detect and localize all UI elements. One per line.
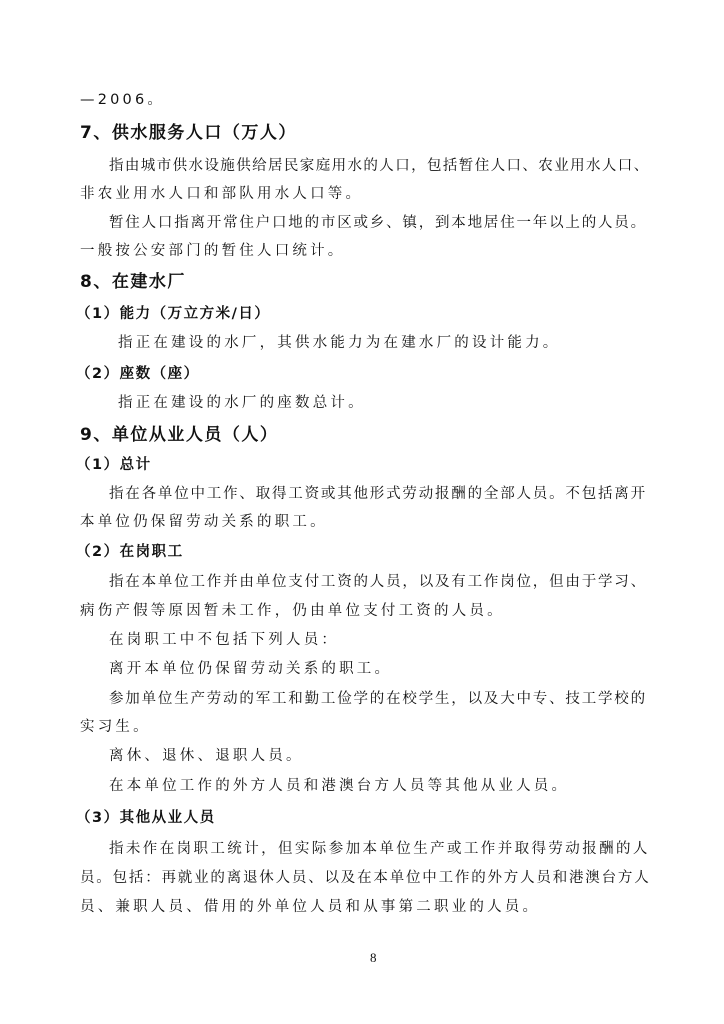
text-line: 一般按公安部门的暂住人口统计。 <box>80 243 346 259</box>
text-line: 离休、退休、退职人员。 <box>109 748 304 764</box>
section-heading: 8、在建水厂 <box>80 272 186 292</box>
text-line: 在岗职工中不包括下列人员： <box>109 632 340 648</box>
subsection-heading: （1）能力（万立方米/日） <box>76 306 271 322</box>
text-line: 员、兼职人员、借用的外单位人员和从事第二职业的人员。 <box>80 899 541 915</box>
subsection-heading: （3）其他从业人员 <box>76 810 216 826</box>
text-line: 在本单位工作的外方人员和港澳台方人员等其他从业人员。 <box>109 778 570 794</box>
text-line: 指在本单位工作并由单位支付工资的人员，以及有工作岗位，但由于学习、 <box>109 574 647 590</box>
text-line: 员。包括：再就业的离退休人员、以及在本单位中工作的外方人员和港澳台方人 <box>80 870 651 886</box>
subsection-heading: （2）在岗职工 <box>76 544 184 560</box>
text-line: 病伤产假等原因暂未工作，仍由单位支付工资的人员。 <box>80 603 505 619</box>
text-line: 指正在建设的水厂的座数总计。 <box>118 395 366 411</box>
section-heading: 7、供水服务人口（万人） <box>80 123 297 143</box>
text-line: 本单位仍保留劳动关系的职工。 <box>80 514 328 530</box>
text-line: —2006。 <box>80 92 166 108</box>
page-number: 8 <box>370 950 377 965</box>
text-line: 指正在建设的水厂，其供水能力为在建水厂的设计能力。 <box>118 335 561 351</box>
text-line: 实习生。 <box>80 719 151 735</box>
subsection-heading: （2）座数（座） <box>76 366 200 382</box>
text-line: 指未作在岗职工统计，但实际参加本单位生产或工作并取得劳动报酬的人 <box>109 841 650 857</box>
text-line: 暂住人口指离开常住户口地的市区或乡、镇，到本地居住一年以上的人员。 <box>109 215 647 231</box>
text-line: 指由城市供水设施供给居民家庭用水的人口，包括暂住人口、农业用水人口、 <box>109 158 650 174</box>
text-line: 参加单位生产劳动的军工和勤工俭学的在校学生，以及大中专、技工学校的 <box>109 691 647 707</box>
text-line: 离开本单位仍保留劳动关系的职工。 <box>109 661 393 677</box>
section-heading: 9、单位从业人员（人） <box>80 425 279 445</box>
text-line: 非农业用水人口和部队用水人口等。 <box>80 186 364 202</box>
subsection-heading: （1）总计 <box>76 457 152 473</box>
text-line: 指在各单位中工作、取得工资或其他形式劳动报酬的全部人员。不包括离开 <box>109 486 647 502</box>
